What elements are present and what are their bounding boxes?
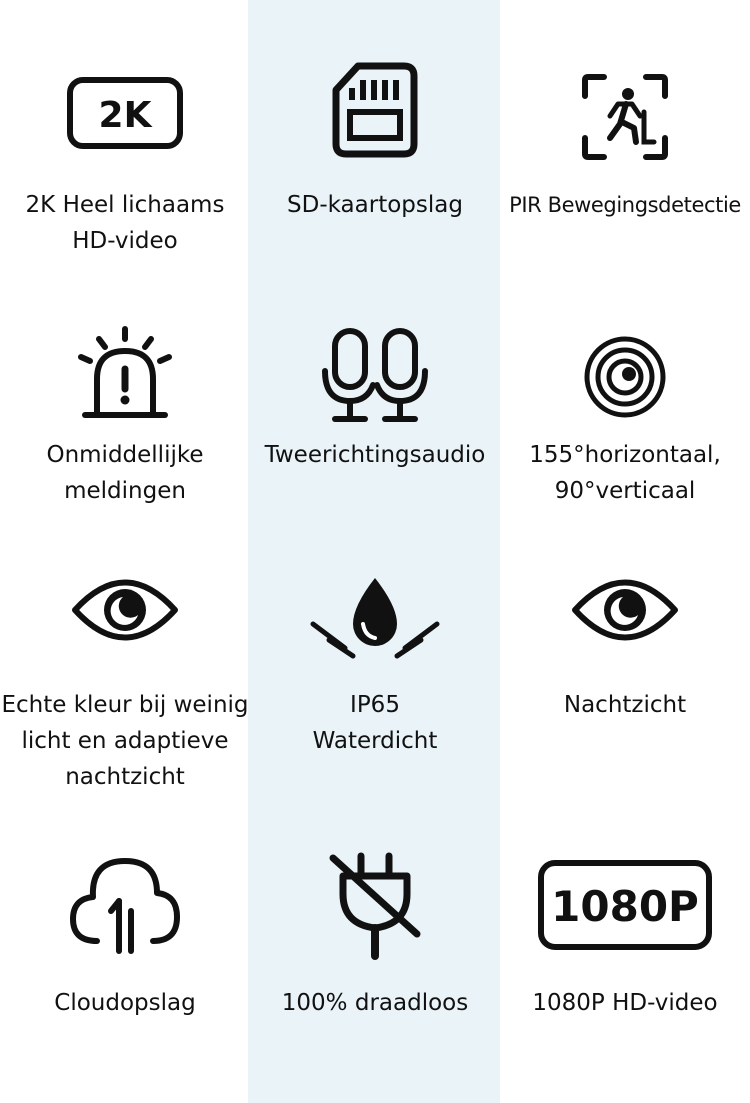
feature-label: 2K Heel lichaams HD-video	[25, 192, 225, 254]
sd-card-icon	[250, 55, 500, 165]
1080p-badge-icon	[500, 850, 750, 960]
2k-badge-text: 2K	[98, 95, 152, 136]
feature-label: Nachtzicht	[563, 692, 687, 718]
no-plug-icon	[250, 850, 500, 960]
water-drop-icon	[250, 560, 500, 670]
feature-night-vision	[500, 540, 750, 825]
feature-label: Onmiddellijke meldingen	[46, 442, 204, 504]
feature-pir-detection	[500, 0, 750, 270]
camera-lens-icon	[500, 322, 750, 432]
eye-moon-icon	[0, 555, 250, 665]
feature-wireless	[250, 825, 500, 1103]
feature-label: PIR Bewegingsdetectie	[509, 193, 741, 217]
feature-sd-card	[250, 0, 500, 270]
feature-label: 1080P HD-video	[532, 990, 718, 1016]
feature-1080p-video	[500, 825, 750, 1103]
feature-waterproof	[250, 540, 500, 825]
feature-label: Tweerichtingsaudio	[264, 442, 486, 468]
feature-two-way-audio	[250, 270, 500, 540]
feature-label: IP65 Waterdicht	[312, 692, 438, 754]
1080p-badge-text: 1080P	[551, 882, 699, 931]
2k-badge-icon	[0, 58, 250, 168]
feature-color-night-vision	[0, 540, 250, 825]
feature-2k-video	[0, 0, 250, 270]
feature-label: 100% draadloos	[281, 990, 469, 1016]
feature-cloud-storage	[0, 825, 250, 1103]
feature-label: SD-kaartopslag	[287, 192, 463, 218]
feature-instant-alerts	[0, 270, 250, 540]
microphones-icon	[250, 320, 500, 430]
motion-detection-icon	[500, 62, 750, 172]
feature-label: 155°horizontaal, 90°verticaal	[529, 442, 721, 504]
cloud-upload-icon	[0, 850, 250, 960]
alarm-light-icon	[0, 318, 250, 428]
feature-viewing-angle	[500, 270, 750, 540]
feature-label: Cloudopslag	[54, 990, 196, 1016]
feature-label: Echte kleur bij weinig licht en adaptieve nachtzicht	[1, 692, 249, 790]
eye-moon-icon	[500, 555, 750, 665]
